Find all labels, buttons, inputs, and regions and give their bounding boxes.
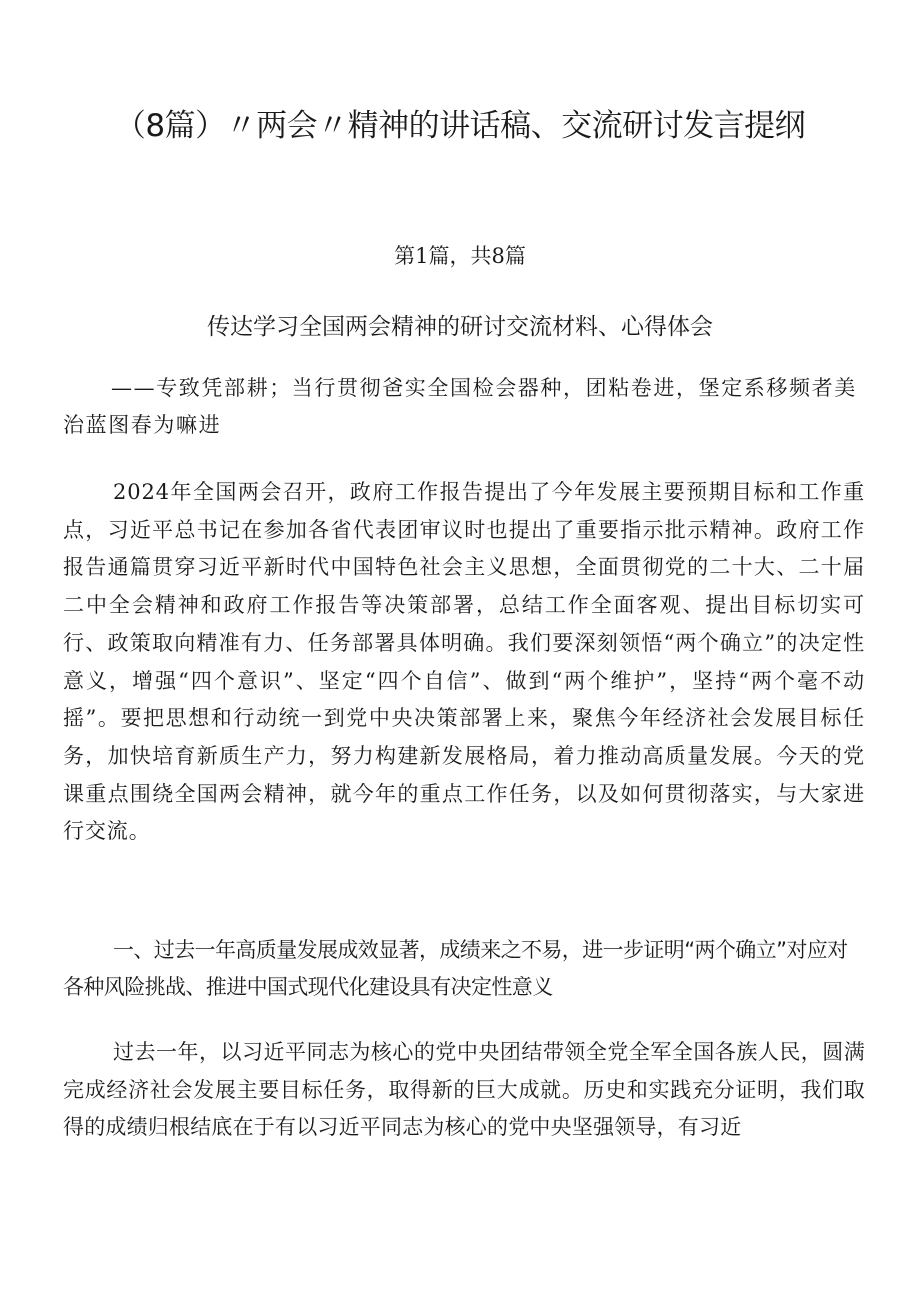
body-paragraph: 过去一年，以习近平同志为核心的党中央团结带领全党全军全国各族人民，圆满完成经济社会发展主要目标任务，取得新的巨大成就。历史和实践充分证明，我们取得的成绩归根结底在于有以习近平同志为核心的党中央坚强领导，有习近 xyxy=(63,1040,865,1140)
body-paragraph: 2024年全国两会召开，政府工作报告提出了今年发展主要预期目标和工作重点，习近平总书记在参加各省代表团审议时也提出了重要指示批示精神。政府工作报告通篇贯穿习近平新时代中国特色社会主义思想，全面贯彻党的二十大、二十届二中全会精神和政府工作报告等决策部署，总结工作全面客观、提出目标切实可行、政策取向精准有力、任务部署具体明确。我们要深刻领悟“两个确立”的决定性意义，增强“四个意识”、坚定“四个自信”、做到“两个维护”，坚持“两个毫不动摇”。要把思想和行动统一到党中央决策部署上来，聚焦今年经济社会发展目标任务，加快培育新质生产力，努力构建新发展格局，着力推动高质量发展。今天的党课重点围绕全国两会精神，就今年的重点工作任务，以及如何贯彻落实，与大家进行交流。 xyxy=(63,480,865,844)
document-title: （8篇）〃两会〃精神的讲话稿、交流研讨发言提纲 xyxy=(114,108,806,144)
section-title: 传达学习全国两会精神的研讨交流材料、心得体会 xyxy=(207,314,713,340)
section-subtitle: ——专致凭部耕；当行贯彻爸实全国检会器种，团粘卷进，堡定系移频者美治蓝图春为嘛进 xyxy=(63,376,857,437)
section-heading: 一、过去一年高质量发展成效显著，成绩来之不易，进一步证明“两个确立”对应对各种风险挑战、推进中国式现代化建设具有决定性意义 xyxy=(63,938,848,999)
part-label: 第1篇，共8篇 xyxy=(394,244,526,268)
